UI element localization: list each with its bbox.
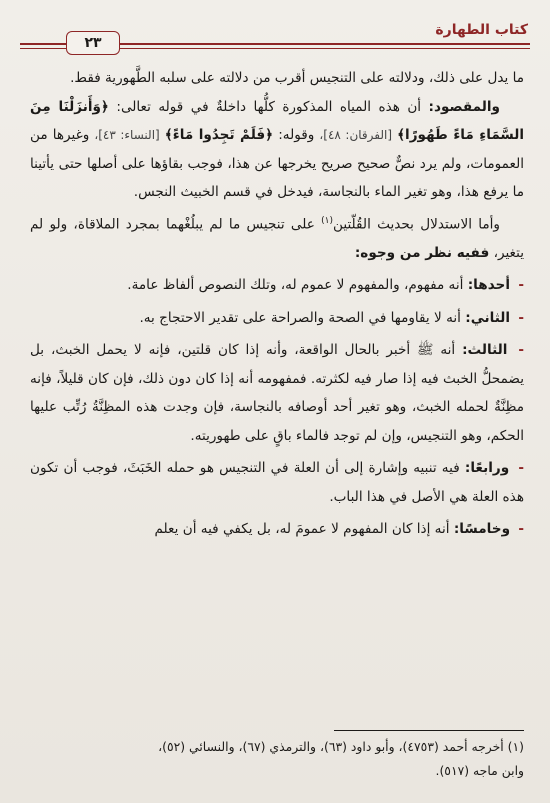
point-dash: -: [518, 521, 524, 538]
footnotes: [30, 735, 524, 783]
paragraph-text: على تنجيس ما لم يبلُغْهما بمجرد الملاقاة، ولو لم يتغير،: [30, 216, 524, 261]
main-text: [30, 64, 524, 544]
footnote-line: وابن ماجه (٥١٧).: [435, 763, 524, 778]
verse-reference: [الفرقان: ٤٨]،: [319, 128, 393, 142]
point-text: أنه إذا كان المفهوم لا عمومَ له، بل يكفي فيه أن يعلم: [154, 521, 450, 538]
page-header: [0, 0, 550, 60]
paragraph: ما يدل على ذلك، ودلالته على التنجيس أقرب من دلالته على سلبه الطَّهورية فقط.: [70, 70, 524, 86]
footnote-divider: [334, 730, 524, 731]
point-text: أنه لا يقاومها في الصحة والصراحة على تقدير الاحتجاج به.: [139, 309, 461, 326]
point-label: ورابعًا:: [464, 460, 510, 477]
paragraph: [30, 93, 524, 207]
footnote-marker[interactable]: (١): [321, 215, 333, 226]
point-dash: -: [518, 277, 524, 294]
paragraph-text: وأما الاستدلال بحديث القُلّتين: [333, 216, 500, 233]
point-text: أنه ﷺ أخبر بالحال الواقعة، وأنه إذا كان قلتين، فإنه لا يحمل الخبث، بل يضمحلُّ الخبث فيه إذا صار فيه لكثرته. فمفهومه أنه إذا كان دون ذلك، فإن كان قليلاً، فإنه مظِنَّةٌ لحمله الخبث، وهو تغير أحد أوصافه بالنجاسة، فإن وجدت هذه المظِنَّةُ رُتِّب عليها الحكم، وهو التنجيس، وإن لم توجد فالماء باقٍ على طهوريته.: [30, 342, 524, 444]
point-text: فيه تنبيه وإشارة إلى أن العلة في التنجيس هو حمله الخَبَثَ، فوجب أن تكون هذه العلة هي الأصل في هذا الباب.: [30, 460, 524, 505]
point-label: الثالث:: [462, 342, 508, 359]
point-dash: -: [518, 460, 524, 477]
paragraph: [30, 207, 524, 268]
point-label: أحدها:: [467, 277, 511, 294]
point-text: أنه مفهوم، والمفهوم لا عموم له، وتلك النصوص ألفاظ عامة.: [127, 277, 464, 294]
point-label: الثاني:: [465, 309, 511, 326]
point-label: وخامسًا:: [453, 521, 511, 538]
quran-verse: ﴿وَأَنزَلْنَا مِنَ السَّمَاءِ مَاءً طَهُورًا﴾: [30, 98, 525, 143]
paragraph-bold: ففيه نظر من وجوه:: [354, 244, 490, 261]
footnote-line: (١) أخرجه أحمد (٤٧٥٣)، وأبو داود (٦٣)، والترمذي (٦٧)، والنسائي (٥٢)،: [158, 739, 524, 754]
verse-reference: [النساء: ٤٣]،: [94, 128, 160, 142]
paragraph-text: وغيرها من العمومات، ولم يرد نصٌّ صحيح صريح يخرجها عن هذا، فوجب بقاؤها على أصلها حتى يأتينا ما يرفع هذا، وهو تغير الماء بالنجاسة، فيدخل في قسم الخبيث النجس.: [30, 127, 524, 200]
paragraph-text: وقوله:: [278, 127, 315, 143]
point-dash: -: [518, 342, 524, 359]
book-title: كتاب الطهارة: [435, 22, 528, 38]
point-item: [30, 454, 524, 511]
page-number: ٢٣: [66, 31, 120, 55]
point-item: [30, 336, 524, 450]
paragraph-label: والمقصود:: [428, 98, 500, 115]
quran-verse: ﴿فَلَمْ تَجِدُوا مَاءً﴾: [164, 127, 274, 143]
point-item: [30, 304, 524, 333]
paragraph-text: أن هذه المياه المذكورة كلُّها داخلةٌ في قوله تعالى:: [116, 98, 422, 115]
point-item: [30, 271, 524, 300]
point-item: [30, 515, 524, 544]
point-dash: -: [518, 309, 524, 326]
